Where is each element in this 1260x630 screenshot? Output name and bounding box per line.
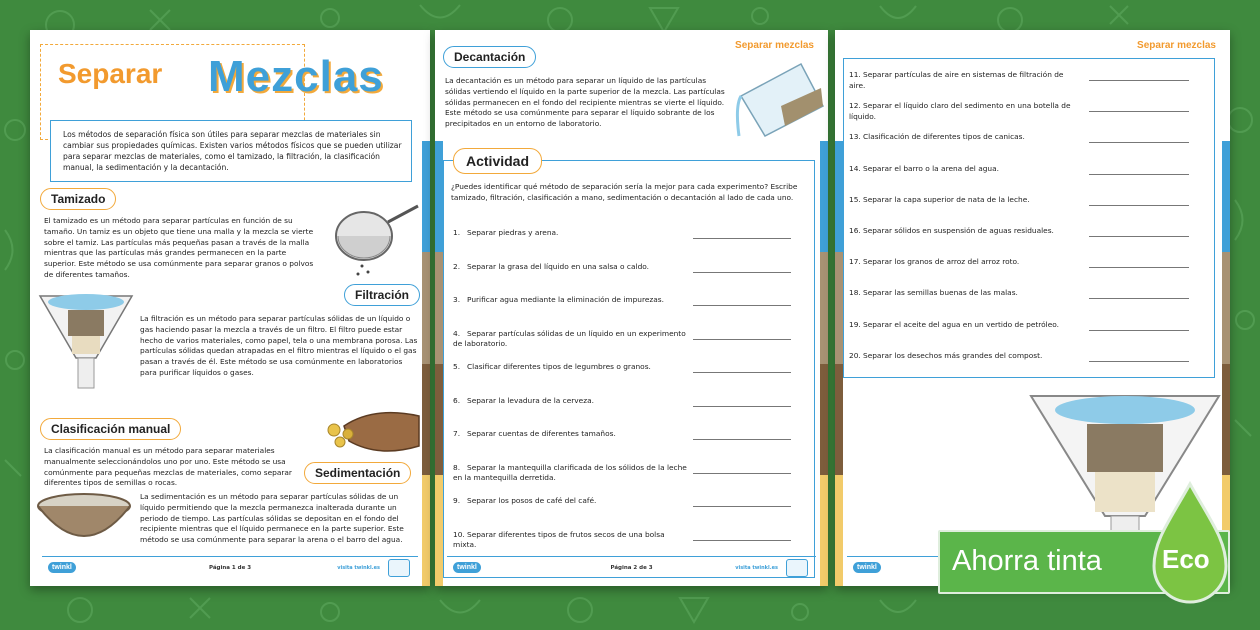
text-tamizado: El tamizado es un método para separar partículas en función de su tamaño. Un tamiz es un objeto que tiene una malla y la mezcla se vierte sobre el tamiz. Las partículas más pequeñas pasan a través de la malla mientras que las partículas más grandes permanecen en la parte superior. Este método se usa comúnmente para separar granos o polvos de diferentes tamaños.: [44, 216, 314, 279]
question-text: Separar el líquido claro del sedimento en una botella de líquido.: [849, 101, 1071, 121]
pouring-bottle-icon: [731, 56, 827, 142]
question-item: [849, 195, 1081, 206]
twinkl-logo: twinkl: [853, 562, 881, 573]
question-text: Separar partículas de aire en sistemas de filtración de aire.: [849, 70, 1064, 90]
question-item: [453, 463, 689, 484]
question-number: 15.: [849, 194, 861, 204]
question-number: 1.: [453, 228, 461, 237]
question-number: 20.: [849, 350, 861, 360]
answer-line[interactable]: [1089, 330, 1189, 331]
question-item: [453, 530, 689, 551]
question-text: Separar partículas sólidas de un líquido en un experimento de laboratorio.: [453, 328, 686, 348]
question-item: [849, 101, 1081, 122]
answer-line[interactable]: [1089, 174, 1189, 175]
question-text: Separar los posos de café del café.: [467, 496, 597, 505]
visit-link: visita twinkl.es: [337, 565, 380, 571]
answer-line[interactable]: [1089, 80, 1189, 81]
question-item: [849, 226, 1081, 237]
answer-line[interactable]: [1089, 361, 1189, 362]
answer-line[interactable]: [693, 406, 791, 407]
text-clasificacion: La clasificación manual es un método para separar materiales manualmente seleccionándolos uno por uno. Este método se usa comúnmente para pequeñas mezclas de materiales, como separar diferentes tipos de semillas o rocas.: [44, 446, 292, 488]
question-item: [849, 288, 1081, 299]
quality-badge: [388, 559, 410, 577]
heading-actividad: Actividad: [453, 148, 542, 174]
page-2: [435, 30, 828, 586]
text-filtracion: La filtración es un método para separar partículas sólidas de un líquido o gas haciendo pasar la mezcla a través de un filtro. El filtro puede estar hecho de varios materiales, como papel, tela o una membrana porosa. Las partículas sólidas quedan atrapadas en el filtro mientras el líquido o el gas pasan a través de él. Este método se usa comúnmente en laboratorios para purificar líquidos o gases.: [140, 314, 418, 377]
answer-line[interactable]: [1089, 298, 1189, 299]
answer-line[interactable]: [693, 305, 791, 306]
text-sedimentacion: La sedimentación es un método para separar partículas sólidas de un líquido permitiendo que la mezcla permanezca inalterada durante un periodo de tiempo. Las partículas sólidas se depositan en el fondo del recipiente mientras que el líquido permanece en la parte superior. Este método se usa comúnmente para separar la arena o el barro del agua.: [140, 492, 404, 545]
question-number: 5.: [453, 362, 461, 371]
question-number: 8.: [453, 462, 461, 472]
question-number: 7.: [453, 429, 461, 438]
question-number: 4.: [453, 328, 461, 338]
question-text: Clasificación de diferentes tipos de canicas.: [863, 132, 1025, 142]
question-number: 3.: [453, 295, 461, 304]
answer-line[interactable]: [693, 439, 791, 440]
question-item: [849, 320, 1081, 331]
page-3-color-strip-left: [835, 30, 843, 586]
question-text: Separar diferentes tipos de frutos secos de una bolsa mixta.: [453, 529, 665, 549]
question-number: 13.: [849, 132, 861, 142]
heading-tamizado: Tamizado: [40, 188, 116, 210]
question-item: [849, 132, 1081, 143]
question-number: 6.: [453, 395, 461, 405]
page-number: Página 2 de 3: [610, 565, 653, 571]
question-text: Separar las semillas buenas de las malas.: [863, 288, 1018, 298]
question-text: Separar el barro o la arena del agua.: [863, 163, 999, 173]
answer-line[interactable]: [1089, 142, 1189, 143]
page-3-header: Separar mezclas: [1137, 40, 1216, 51]
question-number: 17.: [849, 257, 861, 267]
visit-link: visita twinkl.es: [735, 565, 778, 571]
question-item: [849, 164, 1081, 175]
eco-banner-text: Ahorra tinta: [952, 545, 1102, 577]
question-number: 9.: [453, 496, 461, 505]
question-number: 12.: [849, 101, 861, 111]
title-separar: Separar: [58, 58, 163, 89]
question-text: Separar el aceite del agua en un vertido de petróleo.: [863, 319, 1060, 329]
answer-line[interactable]: [693, 339, 791, 340]
question-number: 18.: [849, 288, 861, 298]
page-2-header: Separar mezclas: [735, 40, 814, 51]
text-decantacion: La decantación es un método para separar un líquido de las partículas sólidas vertiendo el líquido en la parte superior de la mezcla. Las partículas sólidas permanecen en el fondo del recipiente mientras se vierte el líquido. Este método se usa comúnmente para separar el líquido sobrante de los precipitados en un entorno de laboratorio.: [445, 76, 725, 129]
question-item: [453, 429, 689, 440]
question-item: [453, 295, 689, 306]
answer-line[interactable]: [1089, 267, 1189, 268]
question-item: [453, 262, 689, 273]
sediment-bowl-icon: [34, 488, 134, 548]
page-1-color-strip: [422, 30, 430, 586]
question-text: Separar cuentas de diferentes tamaños.: [467, 429, 616, 438]
question-number: 19.: [849, 319, 861, 329]
question-text: Separar piedras y arena.: [467, 228, 559, 237]
question-number: 2.: [453, 261, 461, 271]
question-item: [849, 70, 1081, 91]
question-number: 16.: [849, 226, 861, 235]
heading-decantacion: Decantación: [443, 46, 536, 68]
sieve-icon: [322, 200, 422, 280]
page-1: [30, 30, 430, 586]
filter-funnel-icon: [36, 288, 136, 408]
question-number: 11.: [849, 70, 861, 79]
question-text: Purificar agua mediante la eliminación de impurezas.: [467, 295, 664, 304]
answer-line[interactable]: [1089, 111, 1189, 112]
answer-line[interactable]: [693, 238, 791, 239]
question-text: Separar la levadura de la cerveza.: [467, 395, 594, 405]
heading-sedimentacion: Sedimentación: [304, 462, 411, 484]
question-item: [453, 396, 689, 407]
answer-line[interactable]: [693, 506, 791, 507]
question-item: [453, 329, 689, 350]
answer-line[interactable]: [1089, 205, 1189, 206]
quality-badge: [786, 559, 808, 577]
heading-clasificacion: Clasificación manual: [40, 418, 181, 440]
page-number: Página 1 de 3: [208, 565, 252, 571]
question-number: 14.: [849, 163, 861, 173]
answer-line[interactable]: [693, 372, 791, 373]
hand-sorting-icon: [324, 386, 424, 466]
question-item: [453, 228, 689, 239]
intro-paragraph: Los métodos de separación física son útiles para separar mezclas de materiales sin cambiar sus propiedades químicas. Existen varios métodos físicos que se pueden utilizar para separar mezclas de materiales, como el tamizado, la filtración, la clasificación manual, la sedimentación y la decantación.: [50, 120, 412, 182]
page-2-footer: [447, 556, 816, 578]
question-item: [453, 362, 689, 373]
twinkl-logo: twinkl: [48, 562, 76, 573]
question-item: [453, 496, 689, 507]
heading-filtracion: Filtración: [344, 284, 420, 306]
answer-line[interactable]: [693, 272, 791, 273]
question-text: Clasificar diferentes tipos de legumbres o granos.: [467, 362, 651, 371]
question-text: Separar la mantequilla clarificada de los sólidos de la leche en la mantequilla derretida.: [453, 462, 687, 482]
question-text: Separar sólidos en suspensión de aguas residuales.: [863, 226, 1054, 235]
twinkl-logo: twinkl: [453, 562, 481, 573]
question-text: Separar los desechos más grandes del compost.: [863, 350, 1043, 360]
page-2-color-strip-left: [435, 30, 443, 586]
question-item: [849, 351, 1081, 362]
answer-line[interactable]: [1089, 236, 1189, 237]
answer-line[interactable]: [693, 473, 791, 474]
question-number: 10.: [453, 529, 465, 539]
answer-line[interactable]: [693, 540, 791, 541]
question-text: Separar los granos de arroz del arroz roto.: [863, 257, 1020, 267]
question-text: Separar la grasa del líquido en una salsa o caldo.: [467, 261, 650, 271]
question-item: [849, 257, 1081, 268]
activity-intro: ¿Puedes identificar qué método de separación sería la mejor para cada experimento? Escribe tamizado, filtración, clasificación a mano, sedimentación o decantación al lado de cada uno.: [451, 182, 798, 202]
eco-badge-label: Eco: [1162, 544, 1210, 574]
question-text: Separar la capa superior de nata de la leche.: [863, 194, 1030, 204]
title-mezclas: Mezclas: [208, 52, 384, 101]
page-1-footer: [42, 556, 418, 578]
